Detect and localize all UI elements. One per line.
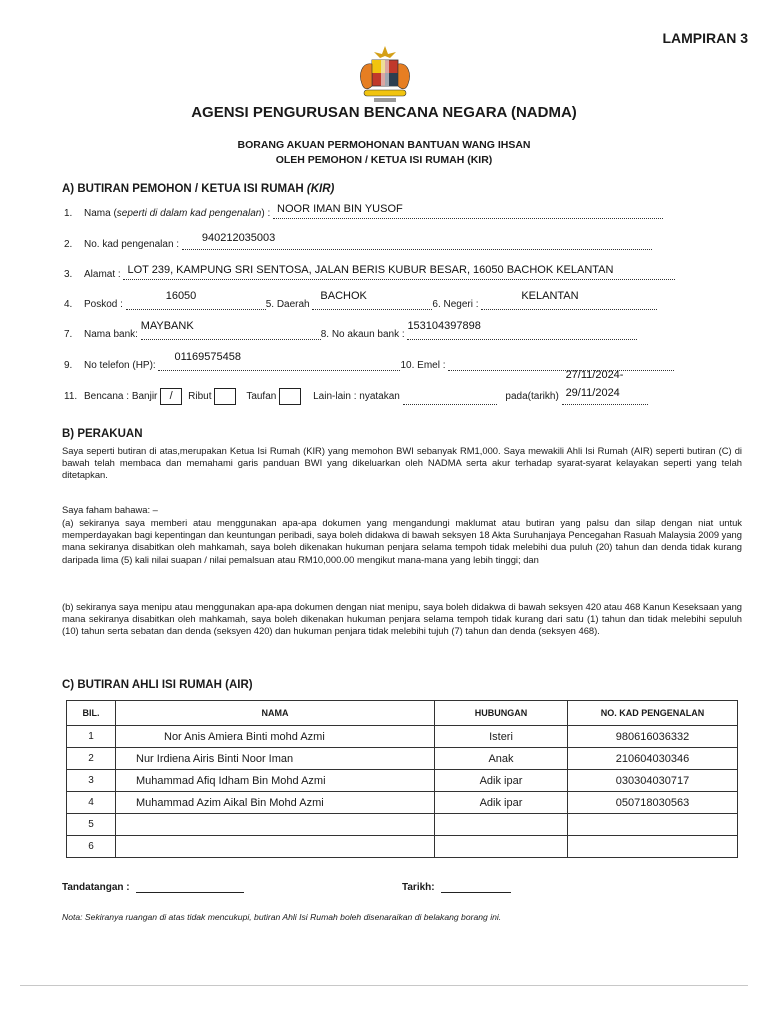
alamat-label: Alamat :	[84, 269, 121, 280]
tarikh-field	[402, 882, 511, 893]
daerah-input[interactable]	[312, 290, 432, 310]
section-a-title-suffix: (KIR)	[306, 183, 335, 195]
nama-label: Nama (	[84, 208, 117, 219]
daerah-value: BACHOK	[320, 290, 367, 302]
poskod-value: 16050	[165, 290, 197, 302]
header-hubungan: HUBUNGAN	[435, 701, 568, 726]
akaun-label: 8. No akaun bank :	[320, 329, 405, 340]
table-row	[67, 726, 738, 748]
row-hubungan[interactable]: Adik ipar	[435, 770, 568, 792]
row-ic[interactable]: 210604030346	[568, 748, 738, 770]
row-nama[interactable]: Nor Anis Amiera Binti mohd Azmi	[116, 726, 435, 748]
row-nama[interactable]: Nur Irdiena Airis Binti Noor Iman	[116, 748, 435, 770]
form-title	[0, 138, 768, 168]
row-ic[interactable]	[568, 836, 738, 858]
field-bencana: 11. Bencana : Banjir / Ribut Taufan Lain-lain : nyatakan pada(tarikh) 27/11/2024- 29/11/2024	[64, 388, 648, 405]
nama-label-end: ) :	[261, 208, 271, 219]
row-ic[interactable]	[568, 814, 738, 836]
alamat-value: LOT 239, KAMPUNG SRI SENTOSA, JALAN BERIS KUBUR BESAR, 16050 BACHOK KELANTAN	[127, 264, 614, 276]
row-nama[interactable]	[116, 814, 435, 836]
faham-heading: Saya faham bahawa: –	[62, 504, 158, 515]
row-bil: 1	[67, 726, 116, 748]
row-bil: 5	[67, 814, 116, 836]
row-bil: 4	[67, 792, 116, 814]
row-hubungan[interactable]: Anak	[435, 748, 568, 770]
nama-input[interactable]	[273, 203, 663, 219]
emel-label: 10. Emel :	[400, 360, 446, 371]
header-ic: NO. KAD PENGENALAN	[568, 701, 738, 726]
negeri-label: 6. Negeri :	[432, 299, 479, 310]
pada-label: pada(tarikh)	[505, 391, 559, 403]
tarikh-bencana-start: 27/11/2024-	[565, 369, 624, 381]
daerah-label: 5. Daerah	[265, 299, 310, 310]
row-hubungan[interactable]	[435, 814, 568, 836]
header-bil: BIL.	[67, 701, 116, 726]
row-bil: 2	[67, 748, 116, 770]
tarikh-label: Tarikh:	[402, 882, 435, 893]
taufan-checkbox[interactable]	[279, 388, 301, 405]
row-hubungan[interactable]	[435, 836, 568, 858]
ribut-checkbox[interactable]	[214, 388, 236, 405]
air-table-header	[67, 701, 738, 726]
banjir-checkbox[interactable]: /	[160, 388, 182, 405]
table-row	[67, 770, 738, 792]
lampiran-label: LAMPIRAN 3	[662, 30, 748, 46]
row-ic[interactable]: 980616036332	[568, 726, 738, 748]
malaysia-coat-of-arms-icon	[350, 44, 420, 106]
field-telefon-emel: 9. No telefon (HP): 01169575458 10. Emel :	[64, 359, 674, 371]
section-b-title: B) PERAKUAN	[62, 428, 143, 440]
lain-label: Lain-lain : nyatakan	[313, 391, 400, 403]
section-a-title	[62, 183, 334, 195]
tarikh-bencana-end: 29/11/2024	[565, 387, 620, 399]
perakuan-clause-b: (b) sekiranya saya menipu atau menggunakan apa-apa dokumen dengan niat menipu, saya boleh didakwa di bawah seksyen 420 atau 468 Kanun Keseksaan yang mana sekiranya disabitkan oleh mahkamah, saya boleh dikenakan hukuman penjara selama tempoh tidak kurang dari satu (1) tahun dan tidak melebihi sepuluh (10) tahun serta sebatan dan denda (seksyen 420) dan hukuman penjara tidak melebihi tujuh (7) tahun dan denda (seksyen 468).	[62, 601, 742, 637]
row-bil: 3	[67, 770, 116, 792]
field-nama: 1. Nama (seperti di dalam kad pengenalan) : NOOR IMAN BIN YUSOF	[64, 207, 663, 219]
taufan-label: Taufan	[246, 391, 277, 403]
row-nama[interactable]: Muhammad Azim Aikal Bin Mohd Azmi	[116, 792, 435, 814]
telefon-value: 01169575458	[174, 351, 241, 363]
negeri-value: KELANTAN	[521, 290, 579, 302]
table-row	[67, 836, 738, 858]
table-row	[67, 748, 738, 770]
nama-label-italic: seperti di dalam kad pengenalan	[116, 208, 262, 219]
field-alamat: 3. Alamat : LOT 239, KAMPUNG SRI SENTOSA, JALAN BERIS KUBUR BESAR, 16050 BACHOK KELANTAN	[64, 268, 675, 280]
tandatangan-label: Tandatangan :	[62, 882, 130, 893]
field-poskod-daerah-negeri: 4. Poskod : 16050 5. Daerah BACHOK 6. Negeri : KELANTAN	[64, 298, 657, 310]
tandatangan-input[interactable]	[136, 882, 244, 893]
lain-input[interactable]	[403, 393, 497, 405]
ribut-label: Ribut	[188, 391, 212, 403]
ic-input[interactable]	[182, 232, 652, 250]
telefon-label: No telefon (HP):	[84, 360, 156, 371]
row-ic[interactable]: 050718030563	[568, 792, 738, 814]
nama-value: NOOR IMAN BIN YUSOF	[277, 203, 403, 215]
row-hubungan[interactable]: Adik ipar	[435, 792, 568, 814]
header-nama: NAMA	[116, 701, 435, 726]
bencana-label: Bencana : Banjir	[84, 391, 158, 403]
alamat-input[interactable]	[123, 264, 675, 280]
field-ic: 2. No. kad pengenalan : 940212035003	[64, 238, 652, 250]
air-table	[66, 700, 738, 858]
bank-input[interactable]	[140, 320, 321, 340]
bank-label: Nama bank:	[84, 329, 138, 340]
form-title-line-2: OLEH PEMOHON / KETUA ISI RUMAH (KIR)	[275, 154, 493, 166]
ic-label: No. kad pengenalan :	[84, 239, 180, 250]
perakuan-clause-a: (a) sekiranya saya memberi atau menggunakan apa-apa dokumen yang mengandungi maklumat atau butiran yang palsu dan silap dengan niat untuk memperdayakan bagi kepentingan dan keuntungan peribadi, saya boleh didakwa di bawah seksyen 18 Akta Suruhanjaya Pencegahan Rasuah Malaysia 2009 yang mana sekiranya disabitkan oleh mahkamah, saya boleh dikenakan hukuman penjara selama tempoh tidak melebihi dua puluh (20) tahun dan denda tidak kurang daripada lima (5) kali nilai suapan / nilai pemalsuan atau RM10,000.00 mengikut mana-mana yang lebih tinggi; dan	[62, 517, 742, 565]
ic-value: 940212035003	[201, 232, 276, 244]
field-bank: 7. Nama bank: MAYBANK 8. No akaun bank : 153104397898	[64, 328, 637, 340]
form-title-line-1: BORANG AKUAN PERMOHONAN BANTUAN WANG IHSAN	[237, 139, 531, 151]
row-nama[interactable]: Muhammad Afiq Idham Bin Mohd Azmi	[116, 770, 435, 792]
nota-text: Nota: Sekiranya ruangan di atas tidak mencukupi, butiran Ahli Isi Rumah boleh disenaraikan di belakang borang ini.	[62, 912, 502, 922]
bank-value: MAYBANK	[140, 320, 194, 332]
tarikh-bencana-input[interactable]	[562, 369, 648, 405]
row-bil: 6	[67, 836, 116, 858]
agency-title: AGENSI PENGURUSAN BENCANA NEGARA (NADMA)	[191, 104, 577, 121]
poskod-input[interactable]	[126, 290, 266, 310]
tandatangan-field	[62, 882, 244, 893]
section-c-title: C) BUTIRAN AHLI ISI RUMAH (AIR)	[62, 679, 253, 691]
akaun-value: 153104397898	[407, 320, 481, 332]
section-a-title-text: A) BUTIRAN PEMOHON / KETUA ISI RUMAH	[62, 183, 304, 195]
table-row	[67, 792, 738, 814]
tarikh-input[interactable]	[441, 882, 511, 893]
akaun-input[interactable]	[407, 320, 637, 340]
page-bottom-divider	[20, 985, 748, 986]
negeri-input[interactable]	[481, 290, 657, 310]
row-hubungan[interactable]: Isteri	[435, 726, 568, 748]
row-nama[interactable]	[116, 836, 435, 858]
poskod-label: Poskod :	[84, 299, 123, 310]
row-ic[interactable]: 030304030717	[568, 770, 738, 792]
table-row	[67, 814, 738, 836]
emel-input[interactable]	[448, 359, 674, 371]
perakuan-paragraph: Saya seperti butiran di atas,merupakan Ketua Isi Rumah (KIR) yang memohon BWI sebanyak RM1,000. Saya mewakili Ahli Isi Rumah (AIR) seperti butiran (C) di bawah telah membaca dan memahami garis panduan BWI yang dikeluarkan oleh NADMA serta akur terhadap syarat-syarat kelayakan seperti yang telah ditetapkan.	[62, 445, 742, 481]
